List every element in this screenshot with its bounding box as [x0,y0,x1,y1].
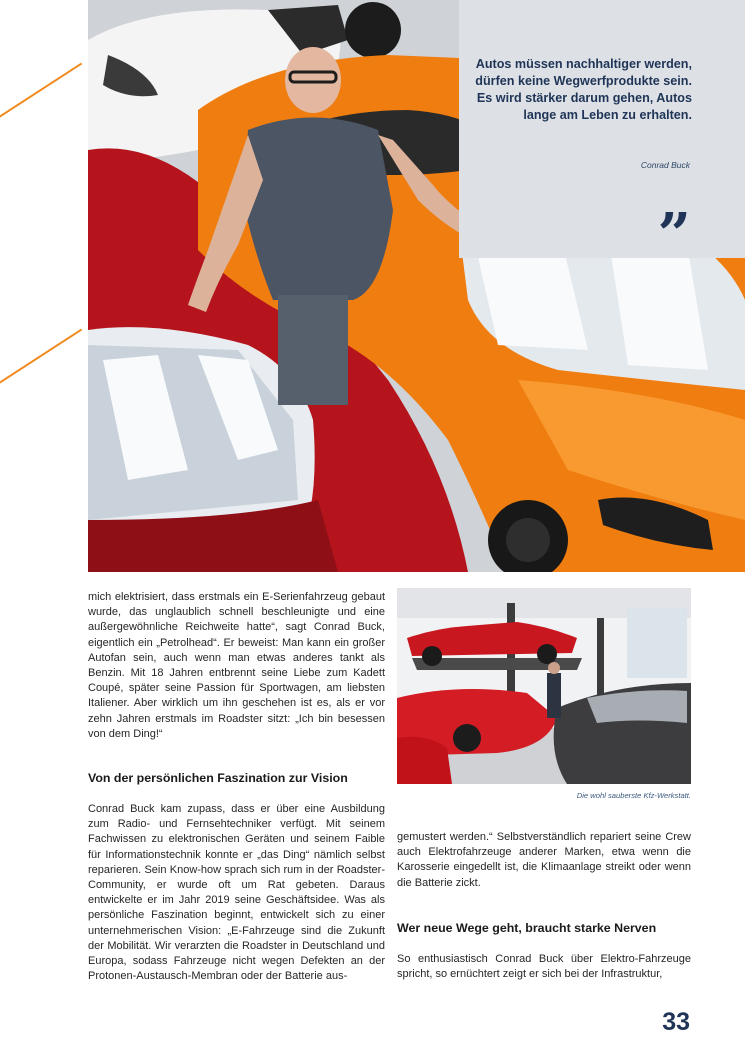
body-paragraph-left: Conrad Buck kam zupass, dass er über eine Ausbildung zum Radio- und Fernsehtechniker verfügt. Mit seinem Fachwissen zu elektronischen Geräten und seinem Faible für Informationstechnik konnte er „das Ding“ nämlich selbst reparieren. Sein Know-how sprach sich rum in der Roadster-Community, er wurde oft um Rat gebeten. Daraus entwickelte er im Jahr 2019 seine Geschäftsidee. Was als persönliche Faszination beginnt, entwickelt sich zu einer unternehmerischen Vision: „E-Fahrzeuge sind die Zukunft der Mobilität. Wir verarzten die Roadster in Deutschland und Europa, sodass Fahrzeuge nicht wegen Defekten an der Protonen-Austausch-Membran oder der Batterie aus- [88,803,385,983]
page-number: 33 [662,1008,690,1036]
pull-quote-author: Conrad Buck [640,160,690,170]
section-heading-nerves: Wer neue Wege geht, braucht starke Nerven [397,921,657,935]
body-paragraph-right-2: So enthusiastisch Conrad Buck über Elektro-Fahrzeuge spricht, so ernüchtert zeigt er sich bei der Infrastruktur, [397,953,691,981]
pull-quote-box [459,0,745,258]
workshop-photo [397,588,691,784]
right-column-body [397,830,691,891]
decorative-line-bottom [0,329,82,386]
workshop-photo-illustration [397,588,691,784]
body-paragraph-right: gemustert werden.“ Selbstverständlich repariert seine Crew auch Elektrofahrzeuge anderer Marken, etwa wenn die Karosserie eingedellt ist, die Klimaanlage streikt oder wenn die Batterie zickt. [397,831,691,889]
left-column-body [88,802,385,984]
left-column-intro [88,590,385,742]
intro-paragraph: mich elektrisiert, dass erstmals ein E-Serienfahrzeug gebaut wurde, das unglaublich schnell beschleunigte und eine außergewöhnliche Reichweite hatte“, sagt Conrad Buck, eigentlich ein „Petrolhead“. Er beweist: Man kann ein großer Autofan sein, auch wenn man etwas anderes tankt als Benzin. Mit 18 Jahren entbrennt seine Liebe zum Kadett Coupé, später seine Passion für Sportwagen, am liebsten Italiener. Aber wirklich um ihn geschehen ist es, als er vor zehn Jahren erstmals im Roadster sitzt: „Ich bin besessen von dem Ding!“ [88,591,385,740]
right-column-body-2 [397,952,691,982]
photo-caption: Die wohl sauberste Kfz-Werkstatt. [576,791,691,800]
section-heading-vision: Von der persönlichen Faszination zur Vision [88,771,348,785]
quote-mark-icon: „ [658,167,692,235]
pull-quote-text: Autos müssen nachhaltiger werden, dürfen keine Wegwerfprodukte sein. Es wird stärker darum gehen, Autos lange am Leben zu erhalten. [475,57,692,122]
decorative-line-top [0,63,82,120]
